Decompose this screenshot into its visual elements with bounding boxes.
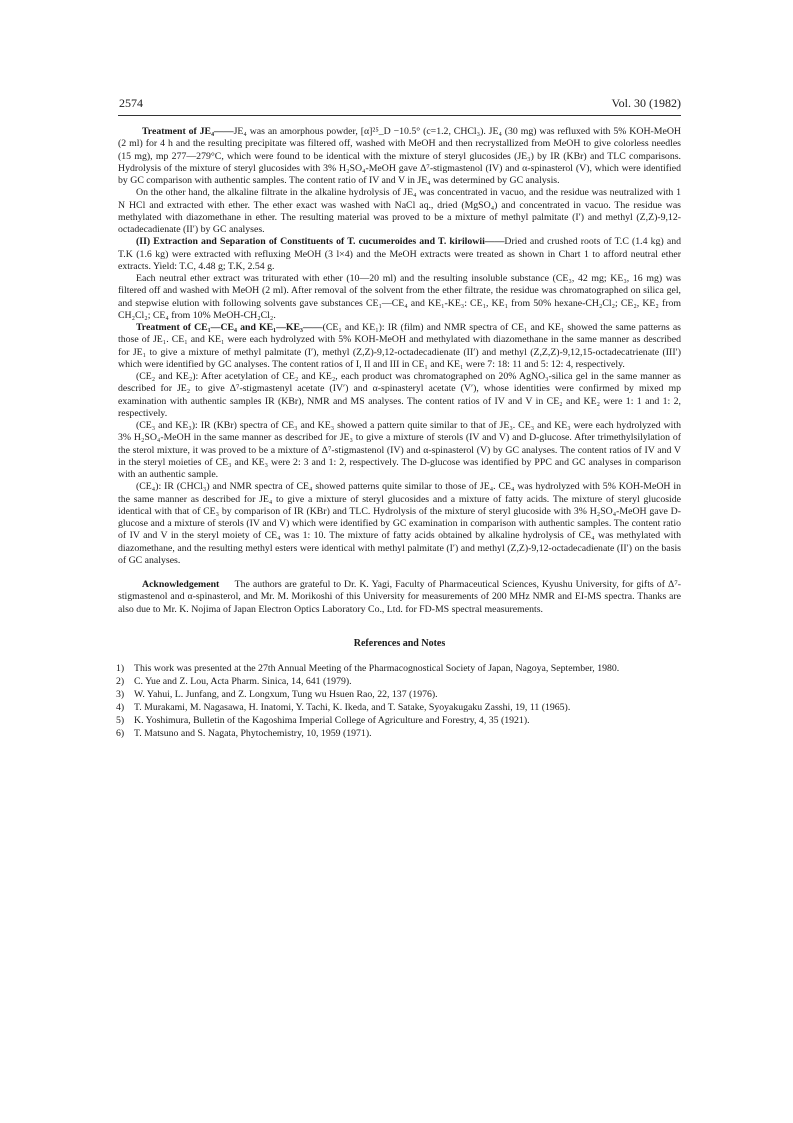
references-list <box>118 663 681 741</box>
paragraph <box>118 126 681 187</box>
header-rule <box>118 115 681 116</box>
reference-number: 1) <box>116 662 125 674</box>
reference-text: W. Yahui, L. Junfang, and Z. Longxum, Tung wu Hsuen Rao, 22, 137 (1976). <box>134 688 438 700</box>
reference-text: This work was presented at the 27th Annual Meeting of the Pharmacognostical Society of Japan, Nagoya, September, 1980. <box>134 662 620 674</box>
paragraph-text: On the other hand, the alkaline filtrate in the alkaline hydrolysis of JE₄ was concentrated in vacuo, and the residue was neutralized with 1 N HCl and extracted with ether. The ether exact was washed with NaCl aq., dried (MgSO₄) and concentrated in vacuo. The residue was methylated with diazomethane in ether. The resulting material was proved to be a mixture of methyl palmitate (I′) and methyl (Z,Z)-9,12-octadecadienate (II′) by GC analyses. <box>118 187 681 235</box>
paragraph-text: (CE₁ and KE₁): IR (film) and NMR spectra of CE₁ and KE₁ showed the same patterns as those of JE₁. CE₁ and KE₁ were each hydrolyzed with 5% KOH-MeOH and methylated with diazomethane in the same manner as described for JE₁ to give a mixture of methyl palmitate (I′), methyl (Z,Z)-9,12-octadecadienate (II′) and methyl (Z,Z,Z)-9,12,15-octadecatrienate (III′) which were identified by GC analyses. The content ratios of I, II and III in CE₁ and KE₁ were 7: 18: 11 and 5: 12: 4, respectively. <box>118 322 681 370</box>
paragraph-heading: (II) Extraction and Separation of Constituents of T. cucumeroides and T. kirilowii—— <box>136 236 505 248</box>
volume-label: Vol. 30 (1982) <box>611 96 681 110</box>
acknowledgement-text: The authors are grateful to Dr. K. Yagi, Faculty of Pharmaceutical Sciences, Kyushu University, for gifts of Δ⁷-stigmastenol and α-spinasterol, and Mr. M. Morikoshi of this University for measurements of 200 MHz NMR and EI-MS spectra. Thanks are also due to Mr. K. Nojima of Japan Electron Optics Laboratory Co., Ltd. for FD-MS spectral measurements. <box>118 579 681 615</box>
reference-number: 4) <box>116 702 125 714</box>
paragraph-text: JE₄ was an amorphous powder, [α]²⁵_D −10.5° (c=1.2, CHCl₃). JE₄ (30 mg) was refluxed with 5% KOH-MeOH (2 ml) for 4 h and the resulting precipitate was filtered off, washed with MeOH and then recrystallized from MeOH to give colorless needles (15 mg), mp 277—279°C, which were found to be identical with the mixture of steryl glucosides (JE₃) by IR (KBr) and TLC comparisons. Hydrolysis of the mixture of steryl glucosides with 3% H₂SO₄-MeOH gave Δ⁷-stigmastenol (IV) and α-spinasterol (V), which were identified by GC comparison with authentic samples. The content ratio of IV and V in JE₄ was determined by GC analysis. <box>118 126 681 186</box>
reference-text: T. Matsuno and S. Nagata, Phytochemistry, 10, 1959 (1971). <box>134 728 372 740</box>
paragraph-text: (CE₃ and KE₃): IR (KBr) spectra of CE₃ and KE₃ showed a pattern quite similar to that of JE₃. CE₃ and KE₃ were each hydrolyzed with 3% H₂SO₄-MeOH in the same manner as described for JE₃ to give a mixture of sterols (IV and V) and D-glucose. After trimethylsilylation of the sterol mixture, it was proved to be a mixture of Δ⁷-stigmastenol (IV) and α-spinasterol (V) by GC analyses. The content ratios of IV and V in the steryl moieties of CE₃ and KE₃ were 2: 3 and 1: 2, respectively. The D-glucose was identified by PPC and GC analyses in comparison with an authentic sample. <box>118 420 681 480</box>
reference-item <box>118 663 681 676</box>
reference-number: 3) <box>116 688 125 700</box>
reference-text: K. Yoshimura, Bulletin of the Kagoshima Imperial College of Agriculture and Forestry, 4, 35 (1921). <box>134 715 530 727</box>
reference-text: T. Murakami, M. Nagasawa, H. Inatomi, Y. Tachi, K. Ikeda, and T. Satake, Syoyakugaku Zasshi, 19, 11 (1965). <box>134 702 571 714</box>
paragraph-text: Dried and crushed roots of T.C (1.4 kg) and T.K (1.6 kg) were extracted with refluxing MeOH (3 l×4) and the MeOH extracts were treated as shown in Chart 1 to afford neutral ether extracts. Yield: T.C, 4.48 g; T.K, 2.54 g. <box>118 236 681 272</box>
experimental-section <box>118 126 681 741</box>
acknowledgement <box>118 579 681 616</box>
paragraph-text: (CE₂ and KE₂): After acetylation of CE₂ and KE₂, each product was chromatographed on 20% AgNO₃-silica gel in the same manner as described for JE₂ to give Δ⁷-stigmastenyl acetate (IV′) and α-spinasteryl acetate (V′), whose identities were confirmed by mixed mp examination with authentic samples IR (KBr), NMR and MS analyses. The content ratios of IV and V in CE₂ and KE₂ were 1: 1 and 1: 2, respectively. <box>118 371 681 419</box>
paragraph-text: Each neutral ether extract was triturated with ether (10—20 ml) and the resulting insoluble substance (CE₃, 42 mg; KE₃, 16 mg) was filtered off and washed with MeOH (2 ml). After removal of the solvent from the ether filtrate, the residue was chromatographed on silica gel, and stepwise elution with following solvents gave substances CE₁—CE₄ and KE₁-KE₃: CE₁, KE₁ from 50% hexane-CH₂Cl₂; CE₂, KE₂ from CH₂Cl₂; CE₄ from 10% MeOH-CH₂Cl₂. <box>118 273 681 321</box>
reference-number: 6) <box>116 728 125 740</box>
paragraph <box>118 187 681 236</box>
reference-number: 5) <box>116 715 125 727</box>
paragraph <box>118 481 681 567</box>
paragraph-text: (CE₄): IR (CHCl₃) and NMR spectra of CE₄ showed patterns quite similar to those of JE₄. CE₄ was hydrolyzed with 5% KOH-MeOH in the same manner as described for JE₄ to give a mixture of steryl glucosides and a mixture of fatty acids. The mixture of steryl glucoside identical with that of CE₃ by comparison of IR (KBr) and TLC. Hydrolysis of the mixture of steryl glucoside with 3% H₂SO₄-MeOH gave D-glucose and a mixture of sterols (IV and V) which were identified by GC examination in comparison with authentic samples. The content ratio of IV and V in the steryl moiety of CE₄ was 1: 10. The mixture of fatty acids obtained by alkaline hydrolysis of CE₄ was methylated with diazomethane, and the resulting methyl esters were identical with methyl palmitate (I′) and methyl (Z,Z)-9,12-octadecadienate (II′) on the basis of GC analyses. <box>118 481 681 566</box>
reference-number: 2) <box>116 675 125 687</box>
acknowledgement-heading: Acknowledgement <box>142 579 220 590</box>
paragraph <box>118 236 681 273</box>
paragraph-heading: Treatment of JE₄—— <box>142 126 234 137</box>
reference-item <box>118 689 681 702</box>
reference-item <box>118 728 681 741</box>
paragraph <box>118 322 681 371</box>
reference-item <box>118 702 681 715</box>
reference-text: C. Yue and Z. Lou, Acta Pharm. Sinica, 14, 641 (1979). <box>134 675 352 687</box>
paragraph <box>118 371 681 420</box>
reference-item <box>118 676 681 689</box>
page-number: 2574 <box>119 96 143 110</box>
paragraph <box>118 273 681 322</box>
paragraph <box>118 420 681 481</box>
references-title: References and Notes <box>353 637 446 649</box>
reference-item <box>118 715 681 728</box>
paragraph-heading: Treatment of CE₁—CE₄ and KE₁—KE₃—— <box>136 322 323 333</box>
